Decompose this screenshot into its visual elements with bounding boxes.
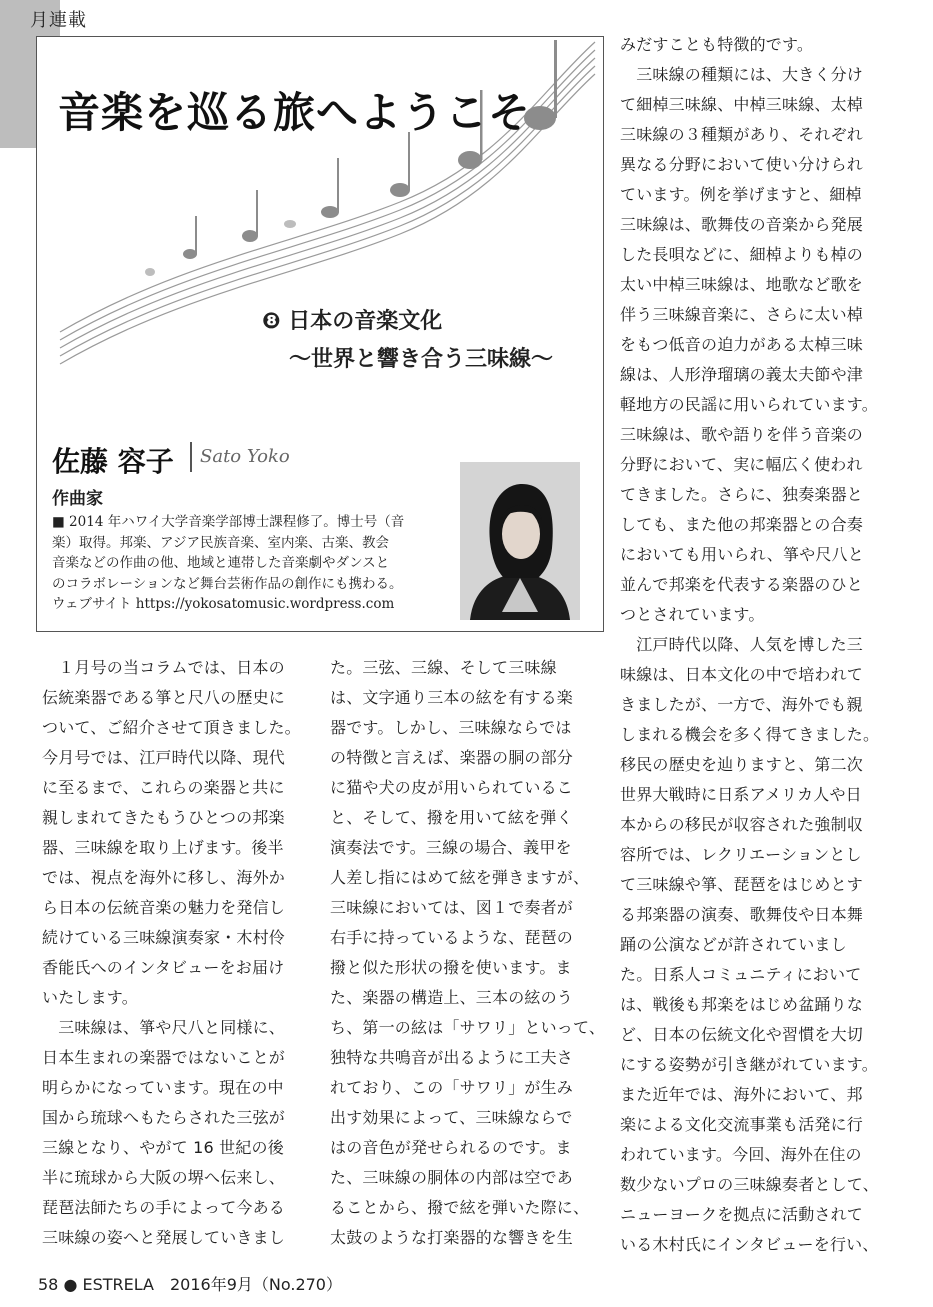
body-line: 三味線の３種類があり、それぞれ xyxy=(620,125,864,144)
body-line: 本からの移民が収容された強制収 xyxy=(620,815,864,834)
body-line: 器です。しかし、三味線ならでは xyxy=(330,718,572,737)
body-line: 線は、人形浄瑠璃の義太夫節や津 xyxy=(620,365,864,384)
body-line: 今月号では、江戸時代以降、現代 xyxy=(42,748,286,767)
body-line: 異なる分野において使い分けられ xyxy=(620,155,864,174)
body-line: 楽による文化交流事業も活発に行 xyxy=(620,1115,864,1134)
body-line: 半に琉球から大阪の堺へ伝来し、 xyxy=(42,1168,286,1187)
body-line: 三味線の種類には、大きく分け xyxy=(620,65,864,84)
body-line: にする姿勢が引き継がれています。 xyxy=(620,1055,878,1074)
body-line: ることから、撥で絃を弾いた際に、 xyxy=(330,1198,590,1217)
body-line: て細棹三味線、中棹三味線、太棹 xyxy=(620,95,864,114)
body-line: 明らかになっています。現在の中 xyxy=(42,1078,284,1097)
author-name-separator xyxy=(190,442,192,472)
body-line: に至るまで、これらの楽器と共に xyxy=(42,778,285,797)
body-line: はの音色が発せられるのです。ま xyxy=(330,1138,572,1157)
body-line: では、視点を海外に移し、海外か xyxy=(42,868,286,887)
body-line: また近年では、海外において、邦 xyxy=(620,1085,863,1104)
body-line: 三線となり、やがて 16 世紀の後 xyxy=(42,1138,284,1157)
body-line: 容所では、レクリエーションとし xyxy=(620,845,862,864)
body-line: は、文字通り三本の絃を有する楽 xyxy=(330,688,574,707)
body-line: 三味線は、箏や尺八と同様に、 xyxy=(42,1018,286,1037)
body-line: みだすことも特徴的です。 xyxy=(620,35,814,54)
body-line: た。日系人コミュニティにおいて xyxy=(620,965,862,984)
body-line: 香能氏へのインタビューをお届け xyxy=(42,958,285,977)
body-line: 撥と似た形状の撥を使います。ま xyxy=(330,958,572,977)
body-line: ら日本の伝統音楽の魅力を発信し xyxy=(42,898,286,917)
author-name-roman: Sato Yoko xyxy=(200,446,290,467)
body-line: 数少ないプロの三味線奏者として、 xyxy=(620,1175,879,1194)
body-line: 伴う三味線音楽に、さらに太い棹 xyxy=(620,305,864,324)
body-line: １月号の当コラムでは、日本の xyxy=(42,658,285,677)
body-line: ち、第一の絃は「サワリ」といって、 xyxy=(330,1018,606,1037)
body-column-1 xyxy=(42,653,301,1253)
body-line: 親しまれてきたもうひとつの邦楽 xyxy=(42,808,285,827)
body-line: 出す効果によって、三味線ならで xyxy=(330,1108,573,1127)
body-line: れており、この「サワリ」が生み xyxy=(330,1078,574,1097)
body-line: た、三味線の胴体の内部は空であ xyxy=(330,1168,574,1187)
body-line: 移民の歴史を辿りますと、第二次 xyxy=(620,755,864,774)
body-line: 踊の公演などが許されていまし xyxy=(620,935,847,954)
page-footer: 58 ● ESTRELA 2016年9月（No.270） xyxy=(38,1275,342,1294)
body-line: きましたが、一方で、海外でも親 xyxy=(620,695,863,714)
body-line: 世界大戦時に日系アメリカ人や日 xyxy=(620,785,862,804)
body-line: 三味線は、歌舞伎の音楽から発展 xyxy=(620,215,864,234)
bio-line: 楽）取得。邦楽、アジア民族音楽、室内楽、古楽、教会 xyxy=(52,534,389,551)
author-photo xyxy=(460,462,580,620)
article-subtitle-line2: 〜世界と響き合う三味線〜 xyxy=(289,347,554,372)
body-line: と、そして、撥を用いて絃を弾く xyxy=(330,808,573,827)
body-line: 伝統楽器である箏と尺八の歴史に xyxy=(42,688,286,707)
body-line: 三味線の姿へと発展していきまし xyxy=(42,1228,286,1247)
body-line: に猫や犬の皮が用いられているこ xyxy=(330,778,574,797)
body-line: は、戦後も邦楽をはじめ盆踊りな xyxy=(620,995,864,1014)
body-line: 並んで邦楽を代表する楽器のひと xyxy=(620,575,864,594)
body-line: 独特な共鳴音が出るように工夫さ xyxy=(330,1048,574,1067)
body-line: 軽地方の民謡に用いられています。 xyxy=(620,395,878,414)
bio-line: ■ 2014 年ハワイ大学音楽学部博士課程修了。博士号（音 xyxy=(52,514,405,530)
body-line: 右手に持っているような、琵琶の xyxy=(330,928,574,947)
author-role: 作曲家 xyxy=(52,489,103,509)
body-line: 三味線においては、図１で奏者が xyxy=(330,898,574,917)
body-line: ついて、ご紹介させて頂きました。 xyxy=(42,718,301,737)
body-line: つとされています。 xyxy=(620,605,765,624)
bio-line: のコラボレーションなど舞台芸術作品の創作にも携わる。 xyxy=(52,575,403,592)
body-line: 演奏法です。三線の場合、義甲を xyxy=(330,838,572,857)
body-line: ています。例を挙げますと、細棹 xyxy=(620,185,862,204)
body-line: 江戸時代以降、人気を博した三 xyxy=(620,635,864,654)
body-line: た、楽器の構造上、三本の絃のう xyxy=(330,988,574,1007)
body-line: においても用いられ、箏や尺八と xyxy=(620,545,864,564)
body-line: いる木村氏にインタビューを行い、 xyxy=(620,1235,879,1254)
author-name: 佐藤 容子 xyxy=(52,445,174,478)
body-line: ど、日本の伝統文化や習慣を大切 xyxy=(620,1025,864,1044)
body-column-3 xyxy=(620,30,879,1260)
bio-line: ウェブサイト https://yokosatomusic.wordpress.com xyxy=(52,596,395,612)
body-line: 太い中棹三味線は、地歌など歌を xyxy=(620,275,864,294)
series-label: 月連載 xyxy=(30,10,87,31)
body-line: 三味線は、歌や語りを伴う音楽の xyxy=(620,425,864,444)
article-title: 音楽を巡る旅へようこそ xyxy=(58,88,532,137)
body-line: いたします。 xyxy=(42,988,138,1007)
body-line: 国から琉球へもたらされた三弦が xyxy=(42,1108,286,1127)
body-line: をもつ低音の迫力がある太棹三味 xyxy=(620,335,864,354)
body-column-2 xyxy=(330,653,605,1253)
body-line: われています。今回、海外在住の xyxy=(620,1145,862,1164)
body-line: ニューヨークを拠点に活動されて xyxy=(620,1205,864,1224)
body-line: て三味線や箏、琵琶をはじめとす xyxy=(620,875,864,894)
body-line: 続けている三味線演奏家・木村伶 xyxy=(42,928,286,947)
body-line: しまれる機会を多く得てきました。 xyxy=(620,725,880,744)
body-line: 日本生まれの楽器ではないことが xyxy=(42,1048,286,1067)
body-line: た。三弦、三線、そして三味線 xyxy=(330,658,557,677)
body-line: 琵琶法師たちの手によって今ある xyxy=(42,1198,286,1217)
body-line: てきました。さらに、独奏楽器と xyxy=(620,485,864,504)
body-line: 器、三味線を取り上げます。後半 xyxy=(42,838,284,857)
body-line: 人差し指にはめて絃を弾きますが、 xyxy=(330,868,590,887)
body-line: しても、また他の邦楽器との合奏 xyxy=(620,515,864,534)
body-line: る邦楽器の演奏、歌舞伎や日本舞 xyxy=(620,905,864,924)
body-line: した長唄などに、細棹よりも棹の xyxy=(620,245,864,264)
bio-line: 音楽などの作曲の他、地域と連帯した音楽劇やダンスと xyxy=(52,555,390,571)
author-bio xyxy=(52,512,452,615)
body-line: 太鼓のような打楽器的な響きを生 xyxy=(330,1228,574,1247)
body-line: 分野において、実に幅広く使われ xyxy=(620,455,863,474)
article-subtitle-line1: ❽ 日本の音楽文化 xyxy=(262,309,443,334)
body-line: 味線は、日本文化の中で培われて xyxy=(620,665,864,684)
body-line: の特徴と言えば、楽器の胴の部分 xyxy=(330,748,574,767)
